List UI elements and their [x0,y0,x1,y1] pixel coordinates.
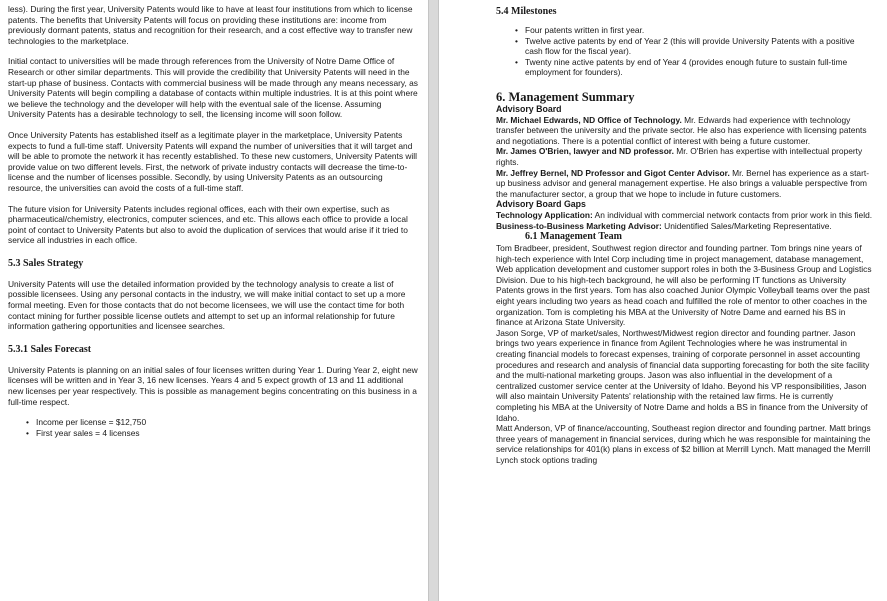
paragraph-future-vision: The future vision for University Patents includes regional offices, each with their own expertise, such as pharmaceutical/chemistry, electronics, computer sciences, and etc. This allows each office to provide a local point of contact to University Patents but also to avoid the duplication of services that would arise if it tried to service all industries in each office. [8,203,408,246]
advisor-description: Mr. Bernel has experience as a start-up business advisor and general management expertise. He also brings a valuable perspective from the manufacturer sector, a group that we hope to include in future customers. [496,167,869,199]
advisor-obrien [496,146,873,167]
gap-technology-application [496,210,873,221]
gap-b2b-marketing [496,221,873,232]
heading-milestones: 5.4 Milestones [496,6,557,17]
paragraph-full-time-staff: Once University Patents has established itself as a legitimate player in the marketplace, University Patents expects to fund a full-time staff. University Patents will expand the number of universities that it will target and will be able to promote the network it has recently established. To these new customers, University Patents will provide value on two different levels. First, the network of private industry contacts will decrease the time-to-license and the number of licenses possible. Secondly, by using University Patents as an outsourcing resource, the universities can avoid the costs of a full-time staff. [8,129,418,193]
list-item: • Twenty nine active patents by end of Year 4 (provides enough future to sustain full-time employment for founders). [525,57,873,78]
gap-label: Business-to-Business Marketing Advisor: [496,220,662,231]
bio-matt-anderson: Matt Anderson, VP of finance/accounting, Southeast region director and founding partner. Matt brings three years of management in financial services, during which he was responsible for maintaining the service relationships for 401(k) plans in excess of $2 billion at Merrill Lynch. Matt managed the Merrill Lynch stock options trading [496,423,871,465]
list-item: • Income per license = $12,750 [36,417,418,428]
paragraph-sales-forecast: University Patents is planning on an initial sales of four licenses written during Year 1. During Year 2, eight new licenses will be written and in Year 3, 16 new licenses. Years 4 and 5 expect growth of 13 and 11 additional new licenses per year respectively. This is possible as management begins concentrating on this business in a full-time respect. [8,364,418,407]
paragraph-initial-contact: Initial contact to universities will be made through references from the University of Notre Dame Office of Research or other similar departments. This will provide the credibility that University Patents will need in the start-up phase of business. Contacts with commercial business will be made through any means necessary, as University Patents will begin compiling a database of contacts within multiple industries. It is at this point where we believe the technology and the developer will help with the eventual sale of the license. Assuming University Patents has a desirable technology to sell, the licensing income will soon follow. [8,56,418,120]
advisor-bernel [496,168,873,200]
page-gutter [428,0,439,601]
heading-advisory-board: Advisory Board [496,103,562,114]
advisor-edwards [496,115,873,147]
advisor-name: Mr. James O'Brien, lawyer and ND professor. [496,146,674,157]
heading-sales-forecast: 5.3.1 Sales Forecast [8,343,92,355]
heading-management-summary: 6. Management Summary [496,89,635,104]
heading-sales-strategy: 5.3 Sales Strategy [8,257,84,269]
advisor-name: Mr. Michael Edwards, ND Office of Technology. [496,114,682,125]
forecast-bullet-list [8,417,418,438]
list-item: • First year sales = 4 licenses [36,428,418,439]
advisor-description: Mr. Edwards had experience with technology transfer between the university and the private sector. He also has experience with licensing patents and negotiations. There is a potential conflict of interest with being a future customer. [496,114,867,146]
heading-advisory-board-gaps: Advisory Board Gaps [496,199,586,210]
gap-label: Technology Application: [496,209,593,220]
paragraph-sales-strategy: University Patents will use the detailed information provided by the technology analysis to create a list of possible licensees. Using any personal contacts in the industry, we will make initial contact to set up a more formal meeting. Even for those contacts that do not become licensees, we will use the contact time for both contact mining for further possible license outlets and attempt to set up an informal relationship for future information gathering opportunities and licensee searches. [8,278,406,332]
paragraph-benefits: less). During the first year, University Patents would like to have at least four institutions from which to license patents. The benefits that University Patents will focus on providing these institutions are: income from previously dormant patents, status and recognition for their research, and a cost effective way to transfer new technologies to the marketplace. [8,4,413,46]
list-item: • Four patents written in first year. [525,25,873,36]
advisor-description: Mr. O'Brien has expertise with intellectual property rights. [496,146,863,167]
milestones-list [496,25,873,78]
document-page-right [439,0,887,601]
gap-description: Unidentified Sales/Marketing Representative. [661,220,832,231]
advisor-name: Mr. Jeffrey Bernel, ND Professor and Gigot Center Advisor. [496,167,730,178]
bio-jason-sorge: Jason Sorge, VP of market/sales, Northwest/Midwest region director and founding partner. Jason brings two years experience in finance from Agilent Technologies where he was instrumental in creating financial models to forecast expenses, training of corporate personnel in asset accounting procedures and research and analysis of financial data supporting forecasting for both the site facility and the multi-national marketing groups. Jason was also influential in the development of a centralized customer service center at the University of Idaho. Beyond his VP responsibilities, Jason will also maintain University Patents' relationship with the retained law firms. He is currently completing his MBA at the University of Notre Dame and holds a BS in finance from the University of Idaho. [496,327,870,423]
gap-description: An individual with commercial network contacts from prior work in this field. [592,209,873,220]
document-page-left [0,0,428,601]
list-item: • Twelve active patents by end of Year 2 (this will provide University Patents with a positive cash flow for the fiscal year). [525,36,873,57]
bio-tom-bradbeer: Tom Bradbeer, president, Southwest region director and founding partner. Tom brings nine years of high-tech experience with Intel Corp including time in project management, database management, Web application development and customer support roles in both the 3-Business Group and Logistics Division. Due to his high-tech background, he will also be performing IT functions as University Patents grows in the first years. Tom has also coached Junior Olympic Volleyball teams over the past eight years including two years as head coach and fulfilled the role of mentor to other coaches in the organization. Tom is completing his MBA at the University of Notre Dame and earned his BS in finance at Arizona State University. [496,243,872,328]
heading-management-team: 6.1 Management Team [525,231,622,243]
